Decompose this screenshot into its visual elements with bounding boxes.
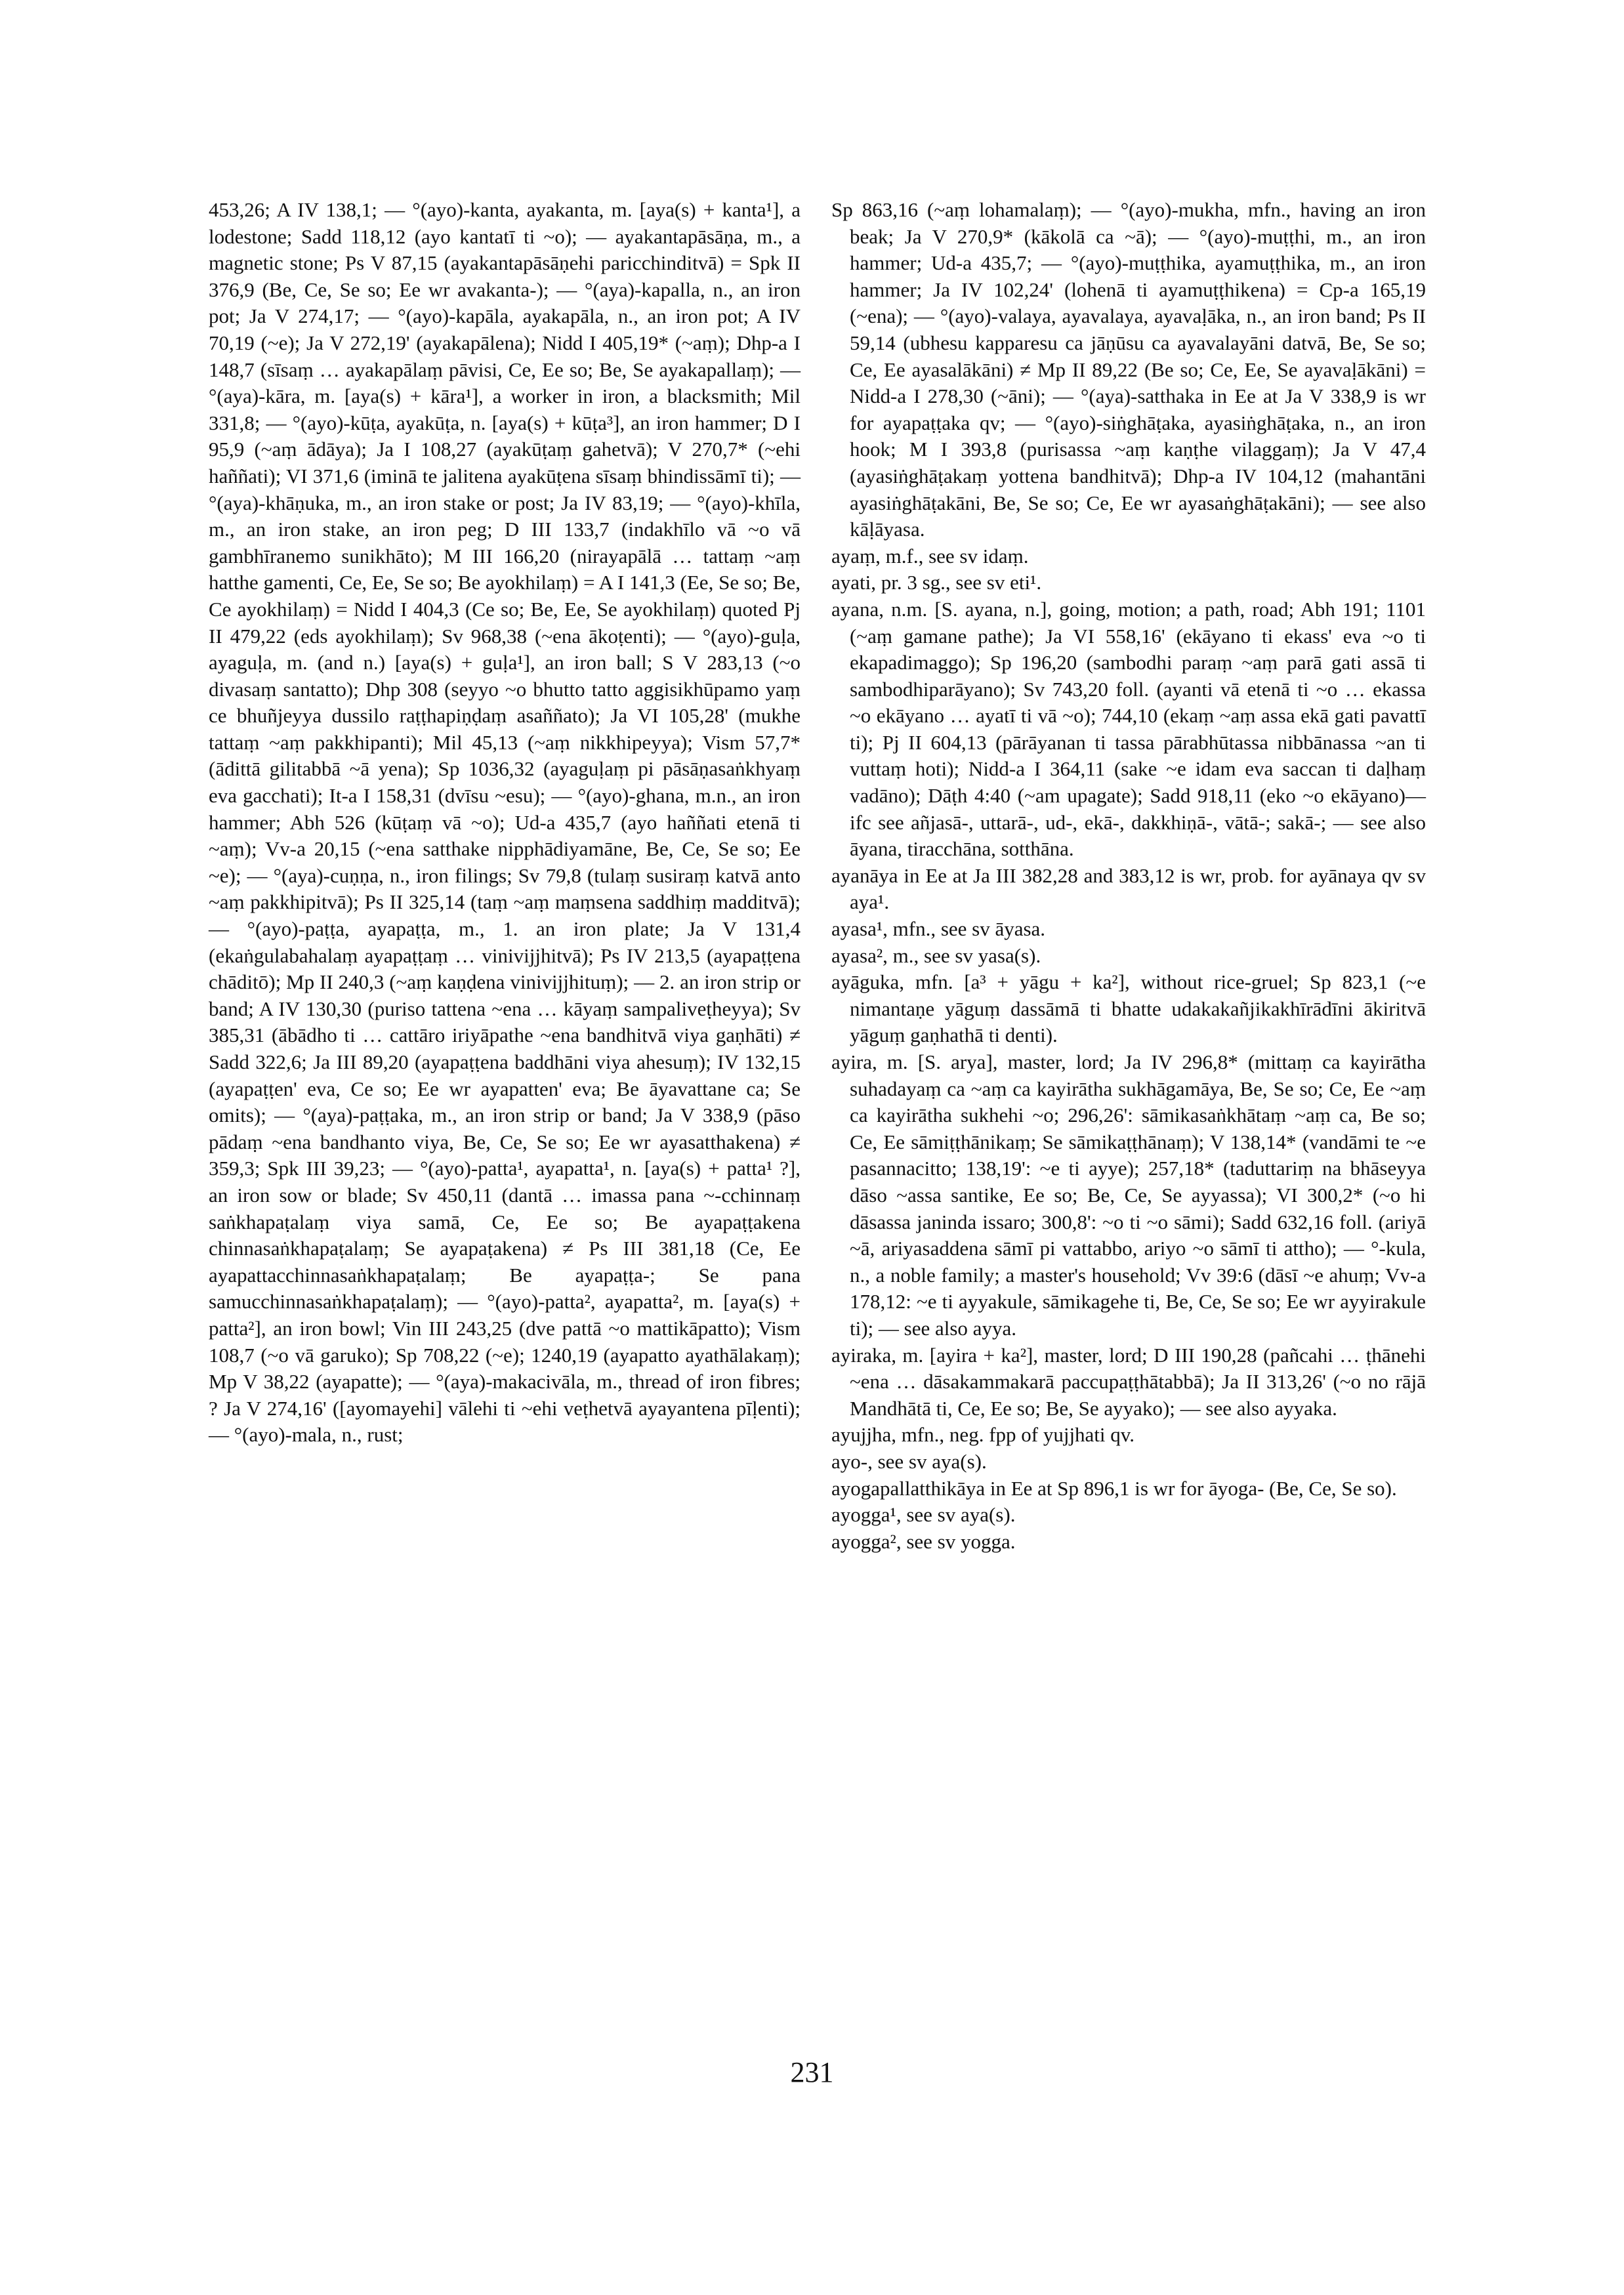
dictionary-entry: ayasa¹, mfn., see sv āyasa. — [831, 917, 1046, 941]
dictionary-entry: ayira, m. [S. arya], master, lord; Ja IV 296,8* (mittaṃ ca kayirātha suhadayaṃ ca ~aṃ ca kayirātha sukhāgamāya, Be, Se so; Ce, Ee ~aṃ ca kayirātha sukhehi ~o; 296,26': sāmikasaṅkhātaṃ ~aṃ ca, Be so; Ce, Ee sāmiṭṭhānikaṃ; Se sāmikaṭṭhānaṃ); V 138,14* (vandāmi te ~e pasannacitto; 138,19': ~e ti ayye); 257,18* (taduttariṃ na bhāseyya dāso ~assa santike, Ee so; Be, Ce, Se ayyassa); VI 300,2* (~o hi dāsassa janinda issaro; 300,8': ~o ti ~o sāmi); Sadd 632,16 foll. (ariyā ~ā, ariyasaddena sāmī pi vattabbo, ariyo ~o sāmī ti attho); — °-kula, n., a noble family; a master's household; Vv 39:6 (dāsī ~e ahuṃ; Vv-a 178,12: ~e ti ayyakule, sāmikagehe ti, Be, Ce, Se so; Ee wr ayyirakule ti); — see also ayya. — [831, 1050, 1426, 1340]
page-number: 231 — [790, 2056, 834, 2088]
dictionary-entry: ayiraka, m. [ayira + ka²], master, lord; D III 190,28 (pañcahi … ṭhānehi ~ena … dāsakammakarā paccupaṭṭhātabbā); Ja II 313,26' (~o no rājā Mandhātā ti, Ce, Ee so; Be, Se ayyako); — see also ayyaka. — [831, 1343, 1426, 1420]
dictionary-entry: ayogga², see sv yogga. — [831, 1529, 1016, 1553]
dictionary-entry: Sp 863,16 (~aṃ lohamalaṃ); — °(ayo)-mukha, mfn., having an iron beak; Ja V 270,9* (kākolā ca ~ā); — °(ayo)-muṭṭhi, m., an iron hammer; Ud-a 435,7; — °(ayo)-muṭṭhika, ayamuṭṭhika, m., an iron hammer; Ja IV 102,24' (lohenā ti ayamuṭṭhikena) = Cp-a 165,19 (~ena); — °(ayo)-valaya, ayavalaya, ayavaḷāka, n., an iron band; Ps II 59,14 (ubhesu kapparesu ca jāṇūsu ca ayavalayāni datvā, Be, Se so; Ce, Ee ayasalākāni) ≠ Mp II 89,22 (Be so; Ce, Ee, Se ayavaḷākāni) = Nidd-a I 278,30 (~āni); — °(aya)-satthaka in Ee at Ja V 338,9 is wr for ayapaṭṭaka qv; — °(ayo)-siṅghāṭaka, ayasiṅghāṭaka, n., an iron hook; M I 393,8 (purisassa ~aṃ kaṇṭhe vilaggaṃ); Ja V 47,4 (ayasiṅghāṭakaṃ yottena bandhitvā); Dhp-a IV 104,12 (mahantāni ayasiṅghāṭakāni, Be, Se so; Ce, Ee wr ayasaṅghāṭakāni); — see also kāḷāyasa. — [831, 198, 1426, 541]
dictionary-entry: ayogapallatthikāya in Ee at Sp 896,1 is wr for āyoga- (Be, Ce, Se so). — [831, 1476, 1397, 1500]
dictionary-entry: ayāguka, mfn. [a³ + yāgu + ka²], without rice-gruel; Sp 823,1 (~e nimantaṇe yāguṃ dassāmā ti bhatte udakakañjikakhīrādīni ākiritvā yāguṃ gaṇhathā ti denti). — [831, 970, 1426, 1047]
dictionary-entry: ayati, pr. 3 sg., see sv eti¹. — [831, 571, 1042, 594]
left-column — [209, 197, 801, 1449]
dictionary-entry: ayujjha, mfn., neg. fpp of yujjhati qv. — [831, 1423, 1135, 1447]
dictionary-entry: ayaṃ, m.f., see sv idaṃ. — [831, 544, 1029, 568]
dictionary-entry: ayana, n.m. [S. ayana, n.], going, motion; a path, road; Abh 191; 1101 (~aṃ gamane pathe); Ja VI 558,16' (ekāyano ti ekass' eva ~o ti ekapadimaggo); Sp 196,20 (sambodhi paraṃ ~aṃ parā gati assā ti sambodhiparāyano); Sv 743,20 foll. (ayanti vā etenā ti ~o … ekassa ~o ekāyano … ayatī ti vā ~o); 744,10 (ekaṃ ~aṃ assa ekā gati pavattī ti); Pj II 604,13 (pārāyanan ti tassa pārabhūtassa nibbānassa ~an ti vuttaṃ hoti); Nidd-a I 364,11 (sake ~e idam eva saccan ti daḷhaṃ vadāno); Dāṭh 4:40 (~am upagate); Sadd 918,11 (eko ~o ekāyano)— ifc see añjasā-, uttarā-, ud-, ekā-, dakkhiṇā-, vātā-; sakā-; — see also āyana, tiracchāna, sotthāna. — [831, 597, 1426, 861]
dictionary-entry: ayogga¹, see sv aya(s). — [831, 1503, 1016, 1527]
dictionary-entry: ayanāya in Ee at Ja III 382,28 and 383,12 is wr, prob. for ayānaya qv sv aya¹. — [831, 863, 1426, 914]
right-column — [831, 197, 1426, 1555]
dictionary-entry: 453,26; A IV 138,1; — °(ayo)-kanta, ayakanta, m. [aya(s) + kanta¹], a lodestone; Sadd 118,12 (ayo kantatī ti ~o); — ayakantapāsāṇa, m., a magnetic stone; Ps V 87,15 (ayakantapāsāṇehi paricchinditvā) = Spk II 376,9 (Be, Ce, Se so; Ee wr avakanta-); — °(aya)-kapalla, n., an iron pot; Ja V 274,17; — °(ayo)-kapāla, ayakapāla, n., an iron pot; A IV 70,19 (~e); Ja V 272,19' (ayakapālena); Nidd I 405,19* (~aṃ); Dhp-a I 148,7 (sīsaṃ … ayakapālaṃ pāvisi, Ce, Ee so; Be, Se ayakapallaṃ); — °(aya)-kāra, m. [aya(s) + kāra¹], a worker in iron, a blacksmith; Mil 331,8; — °(ayo)-kūṭa, ayakūṭa, n. [aya(s) + kūṭa³], an iron hammer; D I 95,9 (~aṃ ādāya); Ja I 108,27 (ayakūṭaṃ gahetvā); V 270,7* (~ehi haññati); VI 371,6 (iminā te jalitena ayakūṭena sīsaṃ bhindissāmī ti); — °(aya)-khāṇuka, m., an iron stake or post; Ja IV 83,19; — °(ayo)-khīla, m., an iron stake, an iron peg; D III 133,7 (indakhīlo vā ~o vā gambhīranemo sunikhāto); M III 166,20 (nirayapālā … tattaṃ ~aṃ hatthe gamenti, Ce, Ee, Se so; Be ayokhilaṃ) = A I 141,3 (Ee, Se so; Be, Ce ayokhilaṃ) = Nidd I 404,3 (Ce so; Be, Ee, Se ayokhilaṃ) quoted Pj II 479,22 (eds ayokhilaṃ); Sv 968,38 (~ena ākoṭenti); — °(ayo)-guḷa, ayaguḷa, m. (and n.) [aya(s) + guḷa¹], an iron ball; S V 283,13 (~o divasaṃ santatto); Dhp 308 (seyyo ~o bhutto tatto aggisikhūpamo yaṃ ce bhuñjeyya dussilo raṭṭhapiṇḍaṃ asaññato); Ja VI 105,28' (mukhe tattaṃ ~aṃ pakkhipanti); Mil 45,13 (~aṃ nikkhipeyya); Vism 57,7* (ādittā gilitabbā ~ā yena); Sp 1036,32 (ayaguḷaṃ pi pāsāṇasaṅkhyaṃ eva gacchati); It-a I 158,31 (dvīsu ~esu); — °(ayo)-ghana, m.n., an iron hammer; Abh 526 (kūṭaṃ vā ~o); Ud-a 435,7 (ayo haññati etenā ti ~aṃ); Vv-a 20,15 (~ena satthake nipphādiyamāne, Be, Ce, Se so; Ee ~e); — °(aya)-cuṇṇa, n., iron filings; Sv 79,8 (tulaṃ susiraṃ katvā anto ~aṃ pakkhipitvā); Ps II 325,14 (taṃ ~aṃ maṃsena saddhiṃ madditvā); — °(ayo)-paṭṭa, ayapaṭṭa, m., 1. an iron plate; Ja V 131,4 (ekaṅgulabahalaṃ ayapaṭṭaṃ … vinivijjhitvā); Ps IV 213,5 (ayapaṭṭena chāditō); Mp II 240,3 (~aṃ kaṇḍena vinivijjhituṃ); — 2. an iron strip or band; A IV 130,30 (puriso tattena ~ena … kāyaṃ sampaliveṭheyya); Sv 385,31 (ābādho ti … cattāro iriyāpathe ~ena bandhitvā viya gaṇhāti) ≠ Sadd 322,6; Ja III 89,20 (ayapaṭṭena baddhāni viya ahesuṃ); IV 132,15 (ayapaṭṭen' eva, Ce so; Ee wr ayapatten' eva; Be āyavattane ca; Se omits); — °(aya)-paṭṭaka, m., an iron strip or band; Ja V 338,9 (pāso pādaṃ ~ena bandhanto viya, Be, Ce, Se so; Ee wr ayasatthakena) ≠ 359,3; Spk III 39,23; — °(ayo)-patta¹, ayapatta¹, n. [aya(s) + patta¹ ?], an iron sow or blade; Sv 450,11 (dantā … imassa pana ~-cchinnaṃ saṅkhapaṭalaṃ viya samā, Ce, Ee so; Be ayapaṭṭakena chinnasaṅkhapaṭalaṃ; Se ayapaṭakena) ≠ Ps III 381,18 (Ce, Ee ayapattacchinnasaṅkhapaṭalaṃ; Be ayapaṭṭa-; Se pana samucchinnasaṅkhapaṭalaṃ); — °(ayo)-patta², ayapatta², m. [aya(s) + patta²], an iron bowl; Vin III 243,25 (dve pattā ~o mattikāpatto); Vism 108,7 (~o vā garuko); Sp 708,22 (~e); 1240,19 (ayapatto ayathālakaṃ); Mp V 38,22 (ayapatte); — °(aya)-makacivāla, m., thread of iron fibres; ? Ja V 274,16' ([ayomayehi] vālehi ti ~ehi veṭhetvā ayayantena pīḷenti); — °(ayo)-mala, n., rust; — [209, 198, 801, 1447]
dictionary-entry: ayo-, see sv aya(s). — [831, 1449, 987, 1473]
dictionary-entry: ayasa², m., see sv yasa(s). — [831, 943, 1041, 967]
